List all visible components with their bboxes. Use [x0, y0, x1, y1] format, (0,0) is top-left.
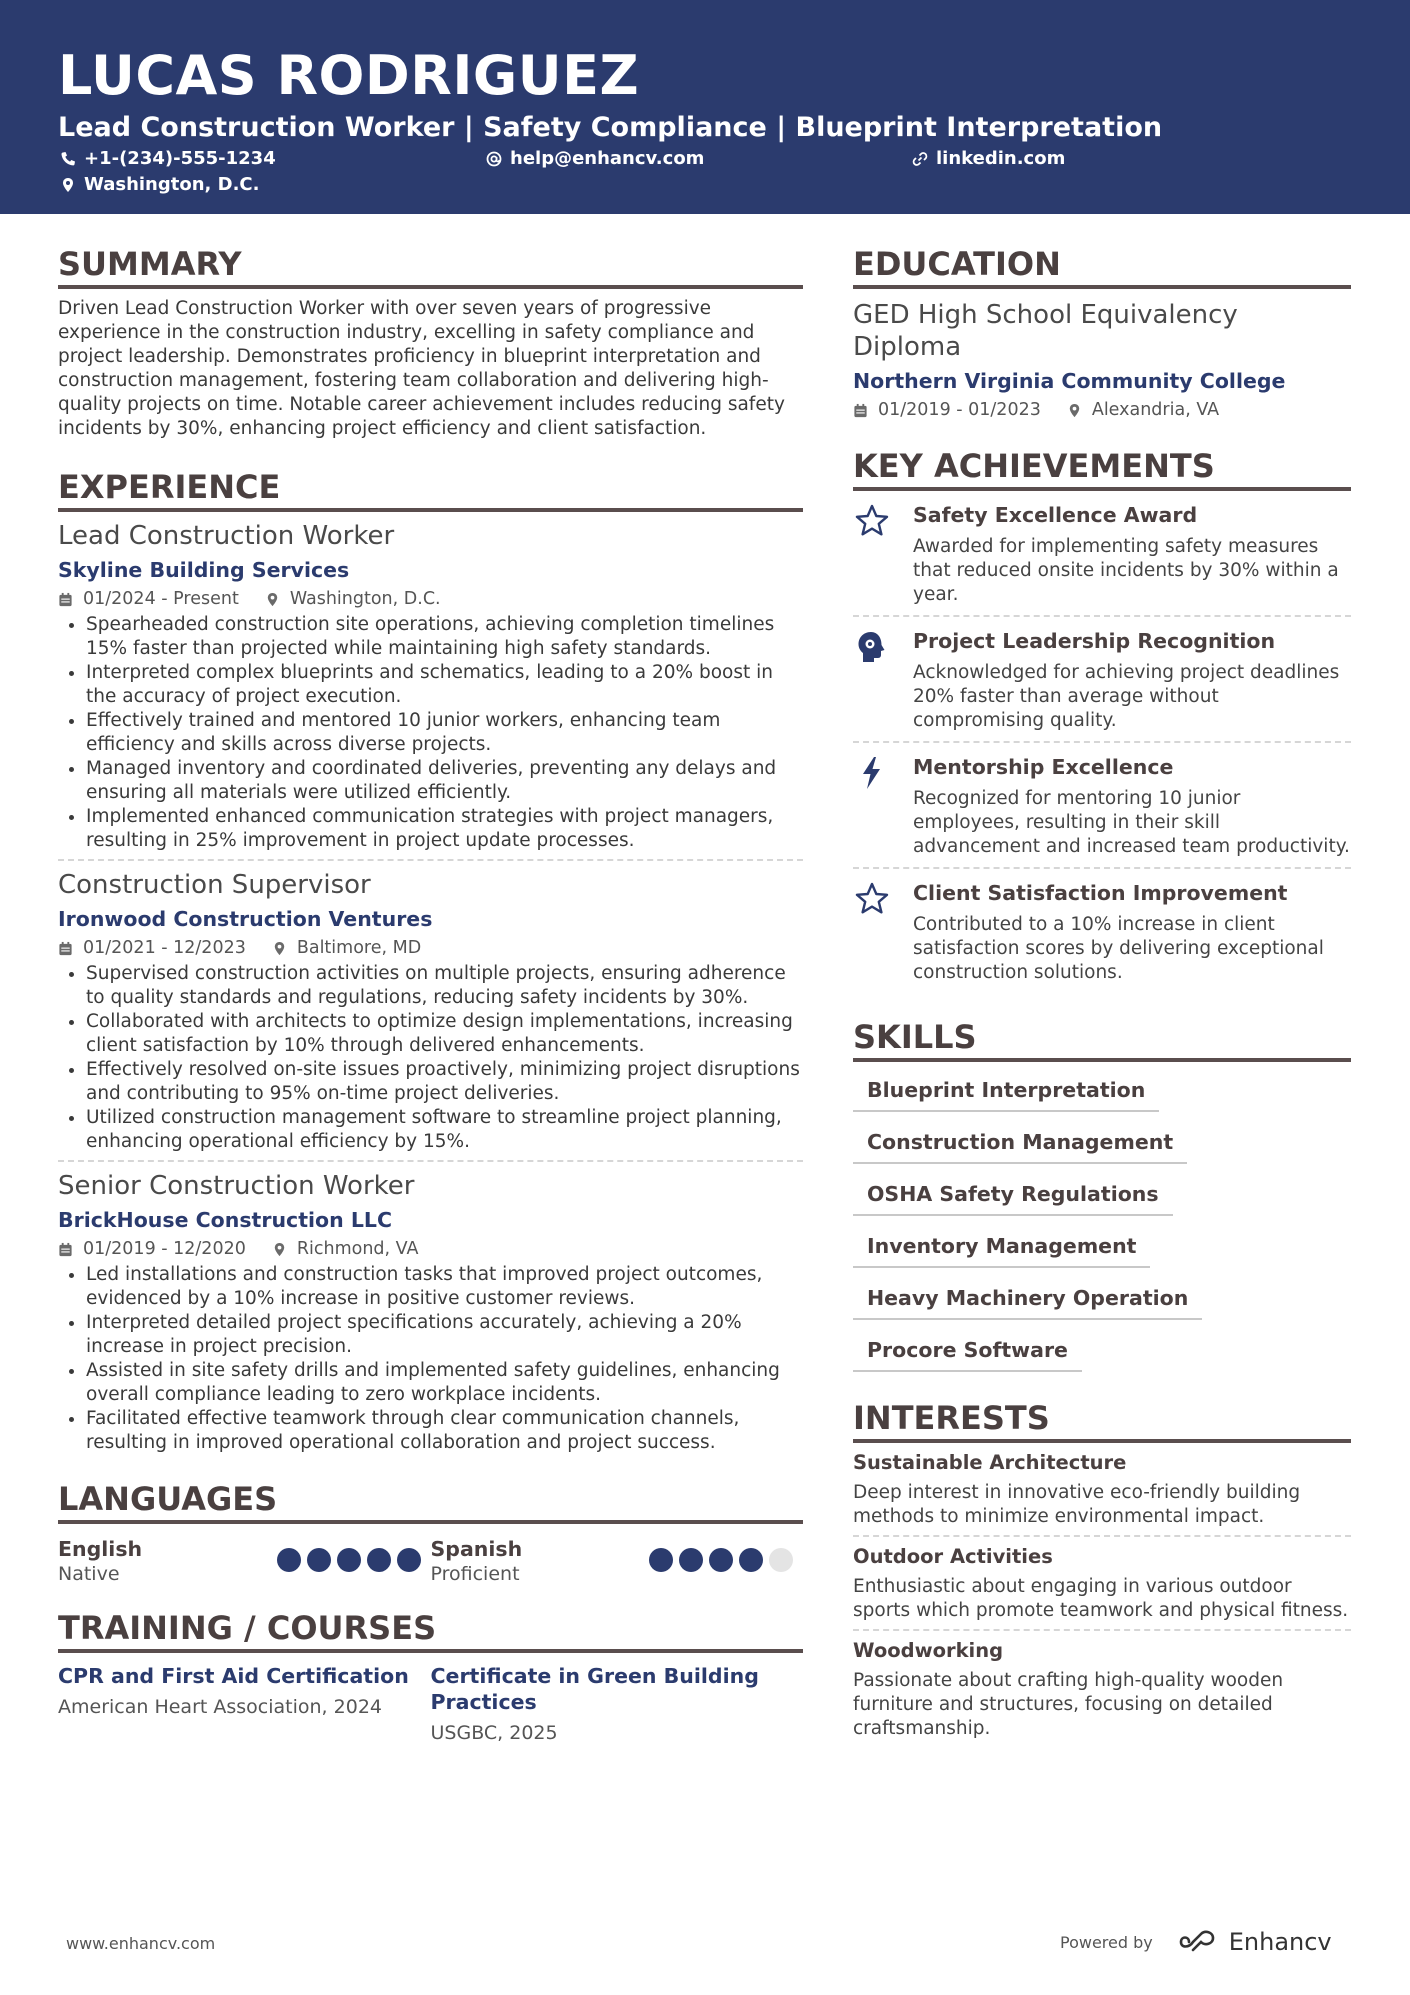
experience-section [58, 467, 803, 1461]
skill-tag: OSHA Safety Regulations [853, 1180, 1173, 1216]
interest-title: Outdoor Activities [853, 1545, 1053, 1568]
interest-desc: Deep interest in innovative eco-friendly building methods to minimize environmental impact. [853, 1482, 1301, 1527]
language-name: English [58, 1537, 143, 1561]
brand-name: Enhancv [1228, 1928, 1332, 1956]
job-location [272, 936, 421, 960]
achievement-desc: Awarded for implementing safety measures that reduced onsite incidents by 30% within a year. [913, 536, 1339, 605]
company-name: Ironwood Construction Ventures [58, 907, 433, 931]
language-rating [643, 1548, 793, 1572]
skills-title: SKILLS [853, 1017, 1351, 1062]
job-dates: 01/2021 - 12/2023 [83, 938, 246, 958]
phone-icon [60, 151, 76, 167]
achievement-icon-wrap [853, 753, 891, 859]
location-pin-icon [272, 941, 287, 956]
job-location-text: Richmond, VA [296, 1239, 419, 1259]
lightning-icon [854, 755, 890, 791]
right-column [853, 244, 1351, 1747]
brand-logo[interactable] [1177, 1928, 1332, 1956]
powered-by-label: Powered by [1060, 1932, 1153, 1952]
interest-title: Woodworking [853, 1639, 1004, 1662]
training-title: TRAINING / COURSES [58, 1608, 803, 1653]
rating-dot-filled [679, 1548, 703, 1572]
job-title: Construction Supervisor [58, 870, 371, 900]
achievement-item [853, 869, 1351, 993]
enhancv-logo-icon [1177, 1930, 1223, 1954]
achievements-section [853, 446, 1351, 993]
course-item [431, 1663, 804, 1745]
education-location [1067, 398, 1219, 422]
job-title: Lead Construction Worker [58, 521, 395, 551]
job-dates: 01/2024 - Present [83, 589, 239, 609]
achievement-icon-wrap [853, 879, 891, 985]
skills-section [853, 1017, 1351, 1372]
skill-tag: Procore Software [853, 1336, 1082, 1372]
course-org: American Heart Association, 2024 [58, 1696, 382, 1718]
job-meta [58, 587, 803, 611]
job-location-text: Washington, D.C. [289, 589, 441, 609]
location-pin-icon [60, 177, 76, 193]
calendar-icon [58, 941, 73, 956]
course-item [58, 1663, 431, 1745]
education-location-text: Alexandria, VA [1091, 400, 1220, 420]
job-title: Senior Construction Worker [58, 1171, 415, 1201]
language-name: Spanish [430, 1537, 523, 1561]
achievement-desc: Contributed to a 10% increase in client satisfaction scores by delivering exceptional construction solutions. [913, 914, 1324, 983]
languages-row [58, 1536, 803, 1586]
interests-section [853, 1398, 1351, 1747]
education-meta [853, 398, 1351, 422]
summary-title: SUMMARY [58, 244, 803, 289]
email-text: help@enhancv.com [510, 148, 705, 169]
location-pin-icon [1067, 403, 1082, 418]
education-section [853, 244, 1351, 422]
interest-desc: Passionate about crafting high-quality wooden furniture and structures, focusing on detailed craftsmanship. [853, 1670, 1284, 1739]
bullet-item: • Facilitated effective teamwork through clear communication channels, resulting in improved operational collaboration and project success. [86, 1407, 803, 1455]
achievement-title: Client Satisfaction Improvement [913, 881, 1288, 905]
skill-tag: Inventory Management [853, 1232, 1150, 1268]
job-entry [58, 520, 803, 861]
languages-section [58, 1479, 803, 1586]
rating-dot-filled [367, 1548, 391, 1572]
job-bullets [58, 1263, 803, 1455]
skill-tag: Construction Management [853, 1128, 1187, 1164]
course-org: USGBC, 2025 [430, 1722, 558, 1744]
course-title: Certificate in Green Building Practices [430, 1664, 759, 1714]
phone-text: +1-(234)-555-1234 [84, 148, 276, 169]
bullet-item: • Utilized construction management software to streamline project planning, enhancing operational efficiency by 15%. [86, 1106, 803, 1154]
interest-item [853, 1443, 1351, 1537]
at-icon [486, 151, 502, 167]
head-icon [854, 629, 890, 665]
degree: GED High School Equivalency Diploma [853, 300, 1238, 362]
achievement-item [853, 617, 1351, 743]
job-location [272, 1237, 419, 1261]
bullet-item: • Interpreted detailed project specifications accurately, achieving a 20% increase in project precision. [86, 1311, 803, 1359]
job-entry [58, 1170, 803, 1461]
location-text: Washington, D.C. [84, 174, 260, 195]
interest-desc: Enthusiastic about engaging in various outdoor sports which promote teamwork and physical fitness. [853, 1576, 1349, 1621]
achievement-desc: Acknowledged for achieving project deadlines 20% faster than average without compromising quality. [913, 662, 1340, 731]
rating-dot-filled [397, 1548, 421, 1572]
calendar-icon [853, 403, 868, 418]
experience-title: EXPERIENCE [58, 467, 803, 512]
bullet-item: • Implemented enhanced communication strategies with project managers, resulting in 25% improvement in project update processes. [86, 805, 803, 853]
footer-website[interactable]: www.enhancv.com [66, 1934, 216, 1953]
header-banner [0, 0, 1410, 214]
job-meta [58, 936, 803, 960]
job-bullets [58, 962, 803, 1154]
course-title: CPR and First Aid Certification [58, 1664, 409, 1688]
language-level: Proficient [430, 1563, 520, 1585]
achievement-title: Safety Excellence Award [913, 503, 1198, 527]
skill-tag: Blueprint Interpretation [853, 1076, 1159, 1112]
summary-section [58, 244, 803, 441]
rating-dot-filled [307, 1548, 331, 1572]
star-icon [854, 881, 890, 917]
achievement-title: Project Leadership Recognition [913, 629, 1276, 653]
training-section [58, 1608, 803, 1745]
link-icon [912, 151, 928, 167]
achievement-icon-wrap [853, 627, 891, 733]
rating-dot-filled [277, 1548, 301, 1572]
school-name: Northern Virginia Community College [853, 369, 1286, 393]
summary-text: Driven Lead Construction Worker with over seven years of progressive experience in the construction industry, excelling in safety compliance and project leadership. Demonstrates proficiency in blueprint interpretation and construction management, fostering team collaboration and delivering high-quality projects on time. Notable career achievement includes reducing safety incidents by 30%, enhancing project efficiency and client satisfaction. [58, 298, 785, 439]
interest-title: Sustainable Architecture [853, 1451, 1127, 1474]
location-pin-icon [272, 1242, 287, 1257]
bullet-item: • Interpreted complex blueprints and schematics, leading to a 20% boost in the accuracy of project execution. [86, 661, 803, 709]
candidate-name: LUCAS RODRIGUEZ [58, 44, 640, 107]
bullet-item: • Effectively resolved on-site issues proactively, minimizing project disruptions and contributing to 95% on-time project deliveries. [86, 1058, 803, 1106]
achievement-desc: Recognized for mentoring 10 junior employees, resulting in their skill advancement and increased team productivity. [913, 788, 1350, 857]
rating-dot-filled [337, 1548, 361, 1572]
contact-linkedin[interactable] [912, 148, 1065, 170]
star-icon [854, 503, 890, 539]
footer-branding [1060, 1928, 1332, 1956]
skill-tag: Heavy Machinery Operation [853, 1284, 1202, 1320]
bullet-item: • Collaborated with architects to optimize design implementations, increasing client satisfaction by 10% through delivered enhancements. [86, 1010, 803, 1058]
rating-dot-filled [739, 1548, 763, 1572]
company-name: BrickHouse Construction LLC [58, 1208, 393, 1232]
rating-dot-filled [709, 1548, 733, 1572]
left-column [58, 244, 803, 1745]
achievements-title: KEY ACHIEVEMENTS [853, 446, 1351, 491]
linkedin-text: linkedin.com [936, 148, 1066, 169]
bullet-item: • Assisted in site safety drills and implemented safety guidelines, enhancing overall compliance leading to zero workplace incidents. [86, 1359, 803, 1407]
achievement-icon-wrap [853, 501, 891, 607]
bullet-item: • Supervised construction activities on multiple projects, ensuring adherence to quality standards and regulations, reducing safety incidents by 30%. [86, 962, 803, 1010]
job-entry [58, 869, 803, 1162]
contact-email[interactable] [486, 148, 704, 170]
language-item [431, 1536, 804, 1586]
job-bullets [58, 613, 803, 853]
education-title: EDUCATION [853, 244, 1351, 289]
bullet-item: • Managed inventory and coordinated deliveries, preventing any delays and ensuring all materials were utilized efficiently. [86, 757, 803, 805]
calendar-icon [58, 592, 73, 607]
interest-item [853, 1537, 1351, 1631]
job-dates: 01/2019 - 12/2020 [83, 1239, 246, 1259]
achievement-item [853, 491, 1351, 617]
language-rating [271, 1548, 421, 1572]
job-location [265, 587, 441, 611]
company-name: Skyline Building Services [58, 558, 350, 582]
languages-title: LANGUAGES [58, 1479, 803, 1524]
courses-row [58, 1663, 803, 1745]
language-item [58, 1536, 431, 1586]
language-level: Native [58, 1563, 120, 1585]
job-meta [58, 1237, 803, 1261]
contact-phone[interactable] [60, 148, 276, 170]
headline: Lead Construction Worker | Safety Compliance | Blueprint Interpretation [58, 112, 1163, 143]
rating-dot-filled [649, 1548, 673, 1572]
bullet-item: • Effectively trained and mentored 10 junior workers, enhancing team efficiency and skills across diverse projects. [86, 709, 803, 757]
calendar-icon [58, 1242, 73, 1257]
location-pin-icon [265, 592, 280, 607]
education-dates: 01/2019 - 01/2023 [878, 400, 1041, 420]
achievement-item [853, 743, 1351, 869]
contact-location [60, 174, 259, 196]
interest-item [853, 1631, 1351, 1747]
interests-title: INTERESTS [853, 1398, 1351, 1443]
bullet-item: • Led installations and construction tasks that improved project outcomes, evidenced by a 10% increase in positive customer reviews. [86, 1263, 803, 1311]
achievement-title: Mentorship Excellence [913, 755, 1174, 779]
job-location-text: Baltimore, MD [296, 938, 422, 958]
bullet-item: • Spearheaded construction site operations, achieving completion timelines 15% faster than projected while maintaining high safety standards. [86, 613, 803, 661]
rating-dot-empty [769, 1548, 793, 1572]
